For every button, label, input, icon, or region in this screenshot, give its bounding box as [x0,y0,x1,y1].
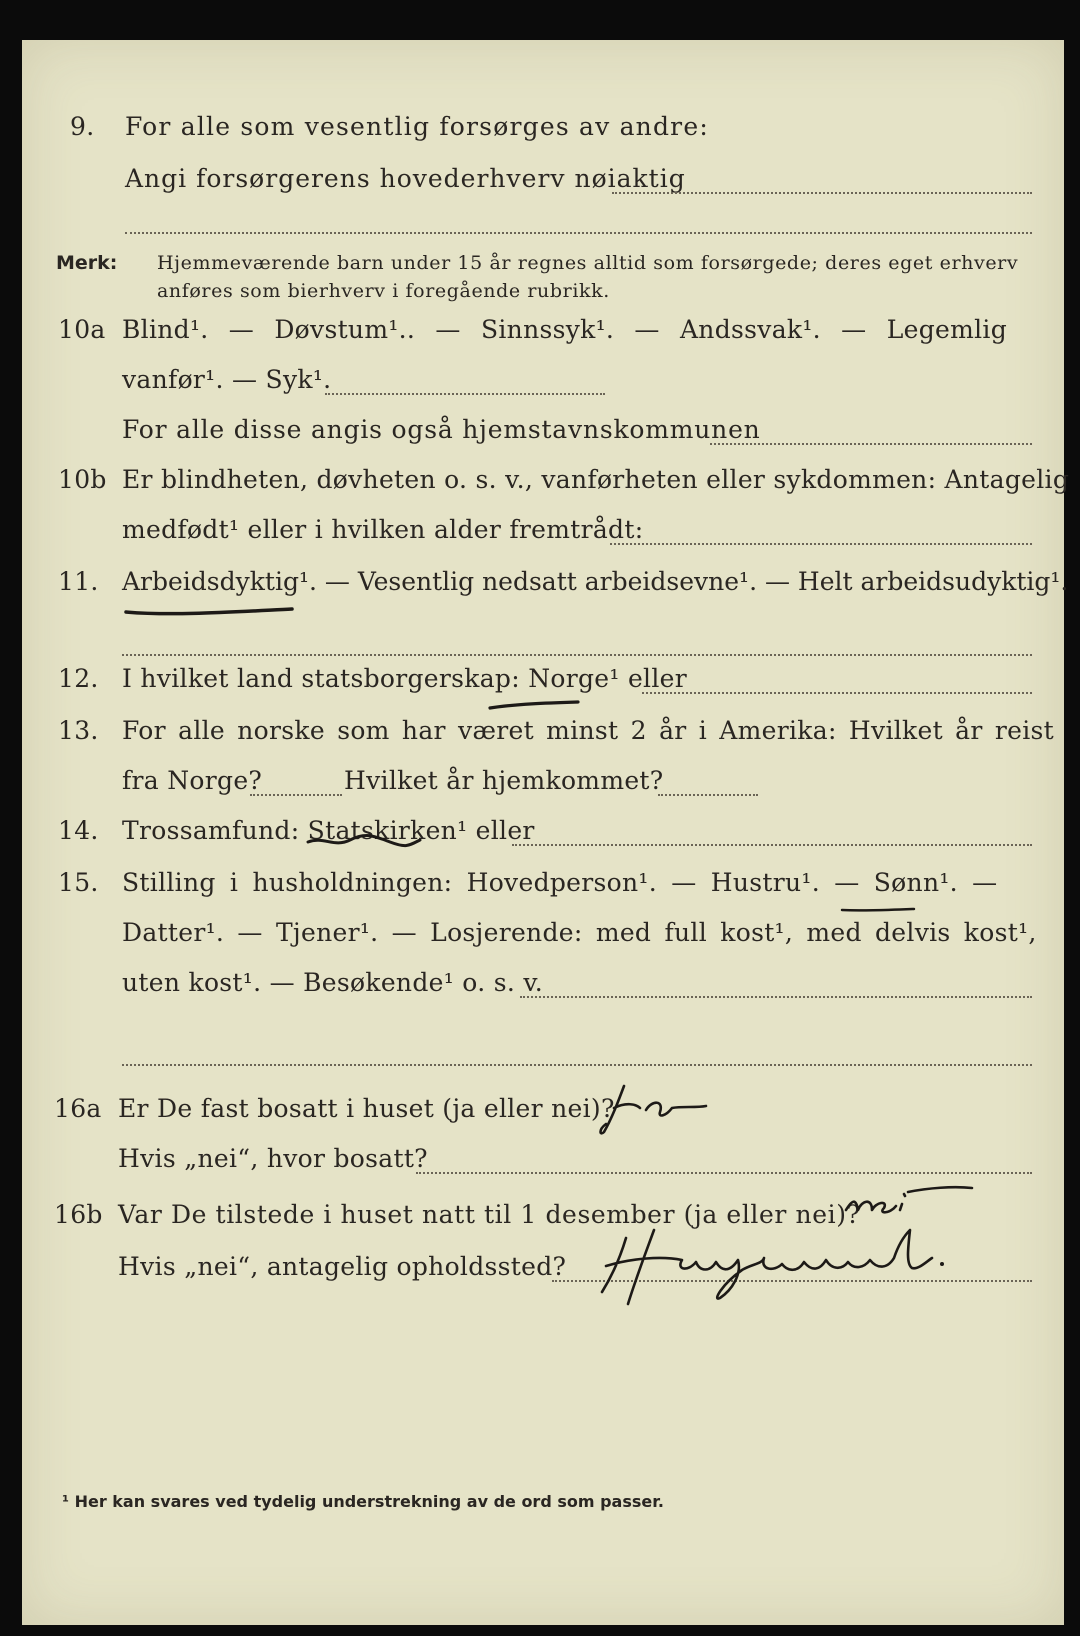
q15-row2 [22,918,1064,958]
q10b-row2 [22,515,1064,555]
q13-row [22,716,1064,756]
q15-row3 [22,968,1064,1008]
q16a-bosatt-line [416,1172,1032,1174]
q10a-row3 [22,415,1064,455]
q16a-text-line2: Hvis „nei“, hvor bosatt? [118,1144,428,1173]
q15-text-line3: uten kost¹. — Besøkende¹ o. s. v. [122,968,544,997]
q16a-number: 16a [54,1094,102,1123]
q10a-answer-line [325,393,605,395]
q11-answer-line [122,654,1032,656]
q13-hjemkommet-line [658,794,758,796]
sonn-underline [838,902,918,918]
q14-number: 14. [58,816,99,845]
q11-row [22,567,1069,607]
q9-row2 [22,164,1064,204]
q10a-text-line3: For alle disse angis også hjemstavnskommunen [122,415,761,444]
q16b-text-line1: Var De tilstede i huset natt til 1 desember (ja eller nei)? [118,1200,861,1229]
q16b-number: 16b [54,1200,103,1229]
q15-text-line2: Datter¹. — Tjener¹. — Losjerende: med full kost¹, med delvis kost¹, [122,918,1037,947]
merk-label [56,252,117,274]
q10a-text-line1: Blind¹. — Døvstum¹.. — Sinnssyk¹. — Andssvak¹. — Legemlig [122,315,1008,344]
q9-text-line2: Angi forsørgerens hovederhverv nøiaktig [125,164,686,193]
q16a-row2 [22,1144,1064,1184]
q15-answer-line [520,996,1032,998]
q16a-handwritten-answer [596,1080,716,1140]
q11-text-line1: Arbeidsdyktig¹. — Vesentlig nedsatt arbeidsevne¹. — Helt arbeidsudyktig¹. [122,567,1069,596]
q13-reist-line [250,794,342,796]
q10a-row [22,315,1064,355]
q9-text-line1: For alle som vesentlig forsørges av andre: [125,112,709,141]
q16b-text-line2: Hvis „nei“, antagelig opholdssted? [118,1252,567,1281]
q13-text-line2a: fra Norge? [122,766,263,795]
q13-text-line2b: Hvilket år hjemkommet? [344,766,664,795]
merk-text-line2: anføres som bierhverv i foregående rubrikk. [157,280,610,302]
q14-text-line1: Trossamfund: Statskirken¹ eller [122,816,535,845]
q12-answer-line [642,692,1032,694]
footnote: ¹ Her kan svares ved tydelig understrekning av de ord som passer. [62,1492,664,1511]
norge-underline [486,696,586,714]
q10b-text-line1: Er blindheten, døvheten o. s. v., vanførheten eller sykdommen: Antagelig [122,465,1070,494]
q16a-text-line1: Er De fast bosatt i huset (ja eller nei)? [118,1094,615,1123]
q9-number: 9. [70,112,95,141]
q9-row [22,112,1064,152]
arbeidsdyktig-underline [122,602,302,622]
statskirken-scribble [304,832,424,852]
q11-number: 11. [58,567,99,596]
q10b-number: 10b [58,465,107,494]
q10a-hjemstavn-line [710,443,1032,445]
merk-label-text: Merk: [56,252,118,274]
q10b-text-line2: medfødt¹ eller i hvilken alder fremtrådt: [122,515,644,544]
q12-number: 12. [58,664,99,693]
q14-row [22,816,1064,856]
q13-row2 [22,766,1064,806]
census-form-page [22,40,1070,1625]
q10b-row [22,465,1070,505]
q13-text-line1: For alle norske som har været minst 2 år i Amerika: Hvilket år reist [122,716,1055,745]
q13-number: 13. [58,716,99,745]
q12-text-line1: I hvilket land statsborgerskap: Norge¹ eller [122,664,687,693]
q9-answer-line [612,192,1032,194]
q10a-row2 [22,365,1064,405]
q9-answer-line2 [125,232,1032,234]
q14-answer-line [512,844,1032,846]
q10a-number: 10a [58,315,106,344]
q15-number: 15. [58,868,99,897]
q15-text-line1: Stilling i husholdningen: Hovedperson¹. — Hustru¹. — Sønn¹. — [122,868,998,897]
q10b-answer-line [610,543,1032,545]
q15-answer-line2 [122,1064,1032,1066]
q16b-handwritten-place [592,1218,1002,1318]
merk-text-line1: Hjemmeværende barn under 15 år regnes alltid som forsørgede; deres eget erhverv [157,252,1019,274]
q10a-text-line2: vanfør¹. — Syk¹. [122,365,332,394]
q16a-row [22,1094,1064,1134]
